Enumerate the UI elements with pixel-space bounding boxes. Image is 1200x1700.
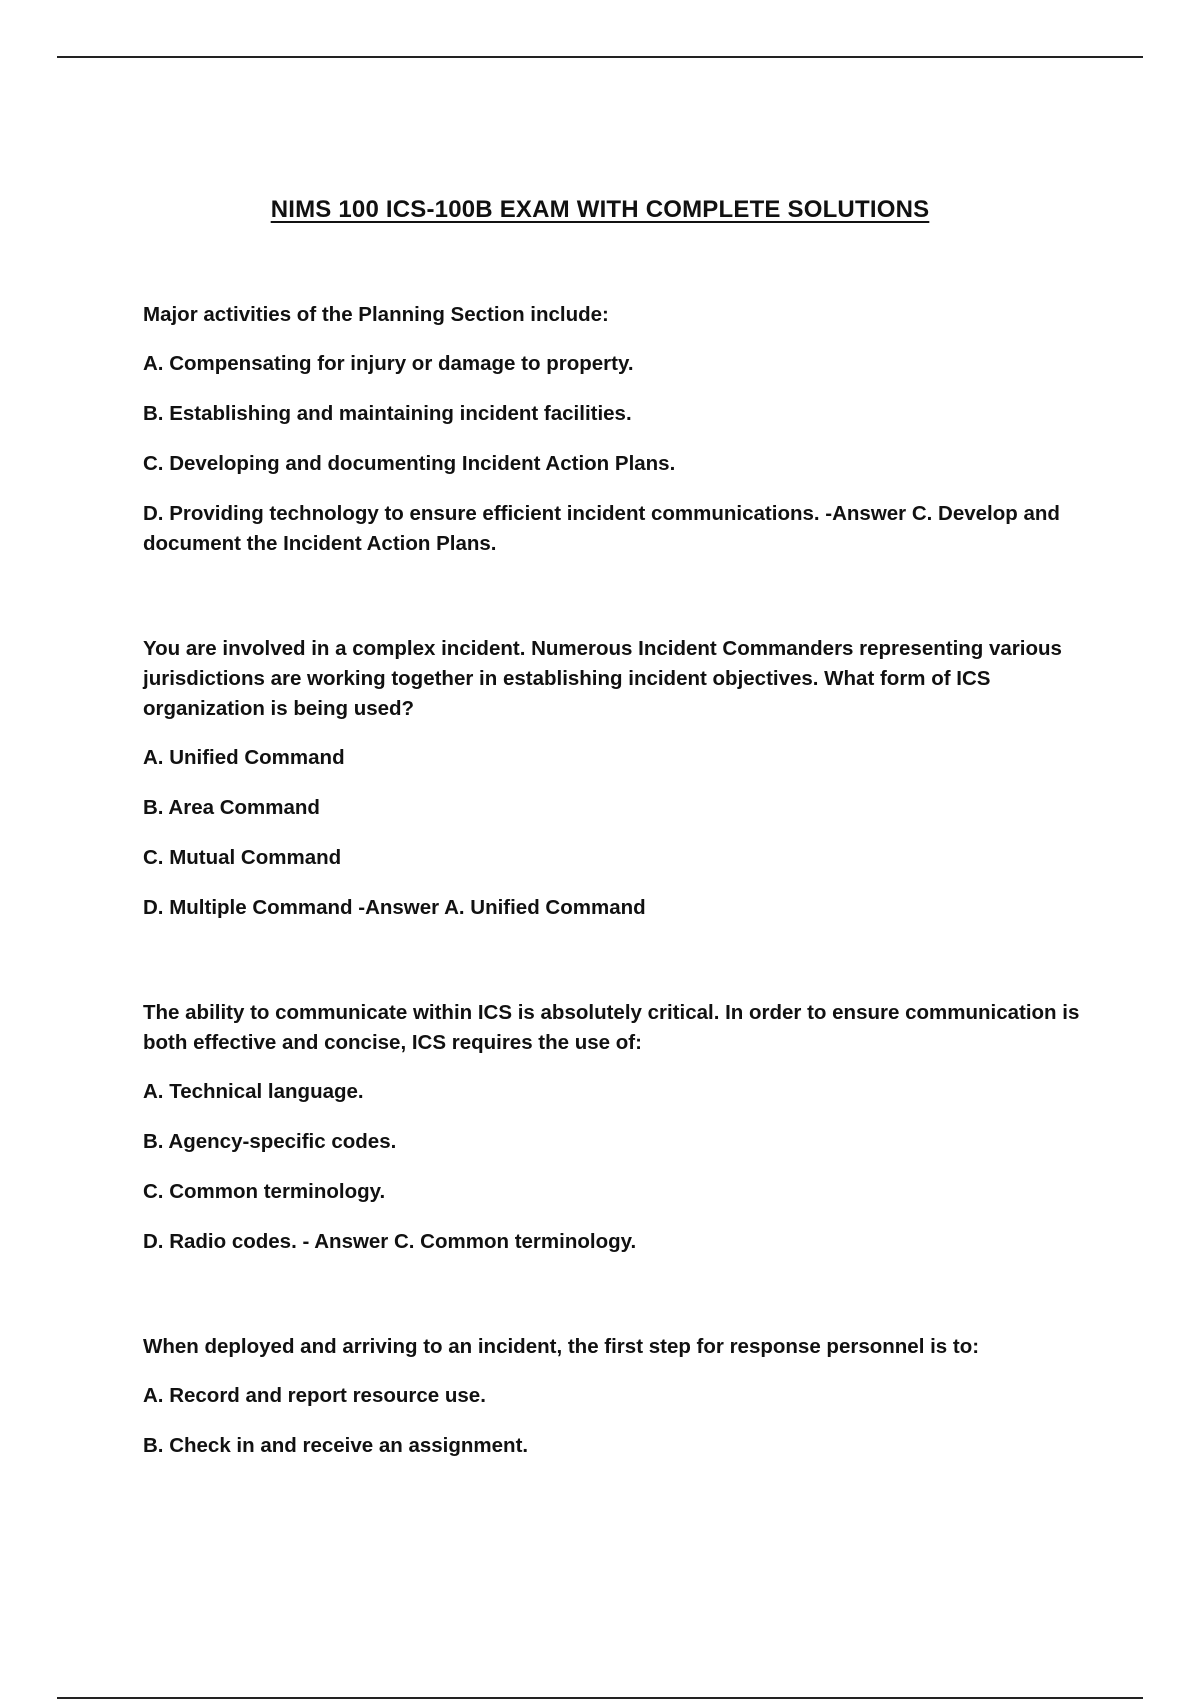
question-block-3: [143, 998, 1103, 1257]
answer-option-d: D. Multiple Command -Answer A. Unified Command: [143, 896, 646, 919]
question-text: When deployed and arriving to an incident, the first step for response personnel is to:: [143, 1335, 980, 1358]
answer-option-a: A. Compensating for injury or damage to property.: [143, 352, 634, 375]
answer-option-b: B. Establishing and maintaining incident facilities.: [143, 402, 632, 425]
question-text: The ability to communicate within ICS is absolutely critical. In order to ensure communication is both effective and concise, ICS requires the use of:: [143, 1001, 1080, 1054]
top-rule: [57, 56, 1143, 58]
answer-option-b: B. Area Command: [143, 796, 320, 819]
question-block-2: [143, 634, 1103, 923]
document-title-text: NIMS 100 ICS-100B EXAM WITH COMPLETE SOLUTIONS: [270, 196, 930, 223]
document-title: [0, 196, 1200, 224]
question-text: Major activities of the Planning Section include:: [143, 303, 609, 326]
answer-option-c: C. Mutual Command: [143, 846, 342, 869]
answer-option-a: A. Record and report resource use.: [143, 1384, 486, 1407]
question-text: You are involved in a complex incident. Numerous Incident Commanders representing various jurisdictions are working together in establishing incident objectives. What form of ICS organization is being used?: [143, 637, 1062, 720]
answer-option-d: D. Radio codes. - Answer C. Common terminology.: [143, 1230, 637, 1253]
answer-option-a: A. Unified Command: [143, 746, 345, 769]
answer-option-b: B. Agency-specific codes.: [143, 1130, 397, 1153]
bottom-rule: [57, 1697, 1143, 1699]
answer-option-d: D. Providing technology to ensure efficient incident communications. -Answer C. Develop and document the Incident Action Plans.: [143, 502, 1060, 555]
question-block-1: [143, 300, 1103, 559]
answer-option-c: C. Common terminology.: [143, 1180, 386, 1203]
answer-option-a: A. Technical language.: [143, 1080, 364, 1103]
answer-option-c: C. Developing and documenting Incident Action Plans.: [143, 452, 676, 475]
answer-option-b: B. Check in and receive an assignment.: [143, 1434, 529, 1457]
document-body: [143, 300, 1103, 1461]
question-block-4: [143, 1332, 1103, 1461]
